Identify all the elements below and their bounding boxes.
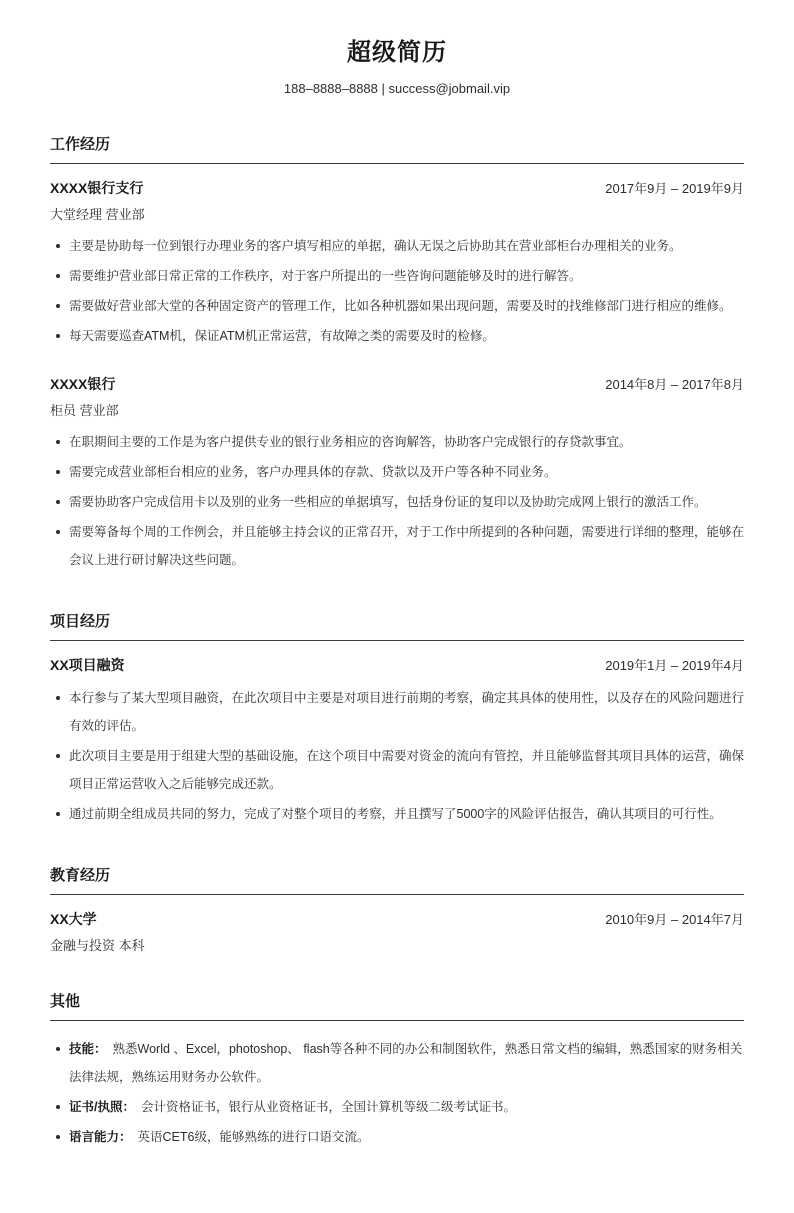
entry-date: 2014年8月 – 2017年8月 xyxy=(605,377,744,392)
bullet-item: 每天需要巡查ATM机，保证ATM机正常运营，有故障之类的需要及时的检修。 xyxy=(69,322,744,350)
section-heading-project: 项目经历 xyxy=(50,612,744,641)
entry-head xyxy=(50,909,744,929)
project-entry xyxy=(50,655,744,828)
section-other xyxy=(50,992,744,1151)
entry-date: 2010年9月 – 2014年7月 xyxy=(605,912,744,927)
bullet-item: 需要完成营业部柜台相应的业务，客户办理具体的存款、贷款以及开户等各种不同业务。 xyxy=(69,458,744,486)
section-project-experience xyxy=(50,612,744,828)
entry-head xyxy=(50,178,744,198)
other-item-language xyxy=(69,1123,744,1151)
item-text: 熟悉World 、Excel，photoshop、 flash等各种不同的办公和制图软件，熟悉日常文档的编辑，熟悉国家的财务相关法律法规，熟练运用财务办公软件。 xyxy=(69,1042,743,1084)
other-entry xyxy=(50,1035,744,1151)
entry-subtitle: 大堂经理 营业部 xyxy=(50,207,145,222)
entry-title: XX项目融资 xyxy=(50,657,125,673)
section-heading-education: 教育经历 xyxy=(50,866,744,895)
contact-line: 188–8888–8888 | success@jobmail.vip xyxy=(283,81,511,96)
entry-title: XXXX银行 xyxy=(50,376,116,392)
bullet-item: 在职期间主要的工作是为客户提供专业的银行业务相应的咨询解答，协助客户完成银行的存贷款事宜。 xyxy=(69,428,744,456)
entry-subtitle: 柜员 营业部 xyxy=(50,403,119,418)
bullet-list xyxy=(50,1035,744,1151)
other-item-certificates xyxy=(69,1093,744,1121)
entry-title: XX大学 xyxy=(50,911,97,927)
bullet-list xyxy=(50,232,744,350)
item-label: 语言能力： xyxy=(69,1130,132,1144)
work-entry xyxy=(50,178,744,350)
section-work-experience xyxy=(50,135,744,574)
work-entry xyxy=(50,374,744,574)
entry-title: XXXX银行支行 xyxy=(50,180,144,196)
item-text: 英语CET6级，能够熟练的进行口语交流。 xyxy=(137,1130,370,1144)
bullet-list xyxy=(50,428,744,574)
entry-head xyxy=(50,655,744,675)
bullet-item: 需要维护营业部日常正常的工作秩序，对于客户所提出的一些咨询问题能够及时的进行解答。 xyxy=(69,262,744,290)
bullet-item: 通过前期全组成员共同的努力，完成了对整个项目的考察，并且撰写了5000字的风险评估报告，确认其项目的可行性。 xyxy=(69,800,744,828)
section-heading-work: 工作经历 xyxy=(50,135,744,164)
entry-date: 2019年1月 – 2019年4月 xyxy=(605,658,744,673)
other-item-skills xyxy=(69,1035,744,1091)
education-entry xyxy=(50,909,744,954)
item-label: 证书/执照： xyxy=(69,1100,135,1114)
section-heading-other: 其他 xyxy=(50,992,744,1021)
item-label: 技能： xyxy=(69,1042,107,1056)
bullet-item: 需要协助客户完成信用卡以及别的业务一些相应的单据填写，包括身份证的复印以及协助完成网上银行的激活工作。 xyxy=(69,488,744,516)
bullet-list xyxy=(50,684,744,828)
bullet-item: 需要筹备每个周的工作例会，并且能够主持会议的正常召开，对于工作中所提到的各种问题，需要进行详细的整理，能够在会议上进行研讨解决这些问题。 xyxy=(69,518,744,574)
bullet-item: 需要做好营业部大堂的各种固定资产的管理工作，比如各种机器如果出现问题，需要及时的找维修部门进行相应的维修。 xyxy=(69,292,744,320)
bullet-item: 本行参与了某大型项目融资，在此次项目中主要是对项目进行前期的考察，确定其具体的使用性，以及存在的风险问题进行有效的评估。 xyxy=(69,684,744,740)
entry-date: 2017年9月 – 2019年9月 xyxy=(605,181,744,196)
entry-subtitle: 金融与投资 本科 xyxy=(50,938,145,953)
item-text: 会计资格证书，银行从业资格证书，全国计算机等级二级考试证书。 xyxy=(140,1100,516,1114)
bullet-item: 此次项目主要是用于组建大型的基础设施，在这个项目中需要对资金的流向有管控，并且能够监督其项目具体的运营，确保项目正常运营收入之后能够完成还款。 xyxy=(69,742,744,798)
resume-title: 超级简历 xyxy=(347,39,447,66)
bullet-item: 主要是协助每一位到银行办理业务的客户填写相应的单据，确认无误之后协助其在营业部柜台办理相关的业务。 xyxy=(69,232,744,260)
entry-head xyxy=(50,374,744,394)
section-education xyxy=(50,866,744,954)
